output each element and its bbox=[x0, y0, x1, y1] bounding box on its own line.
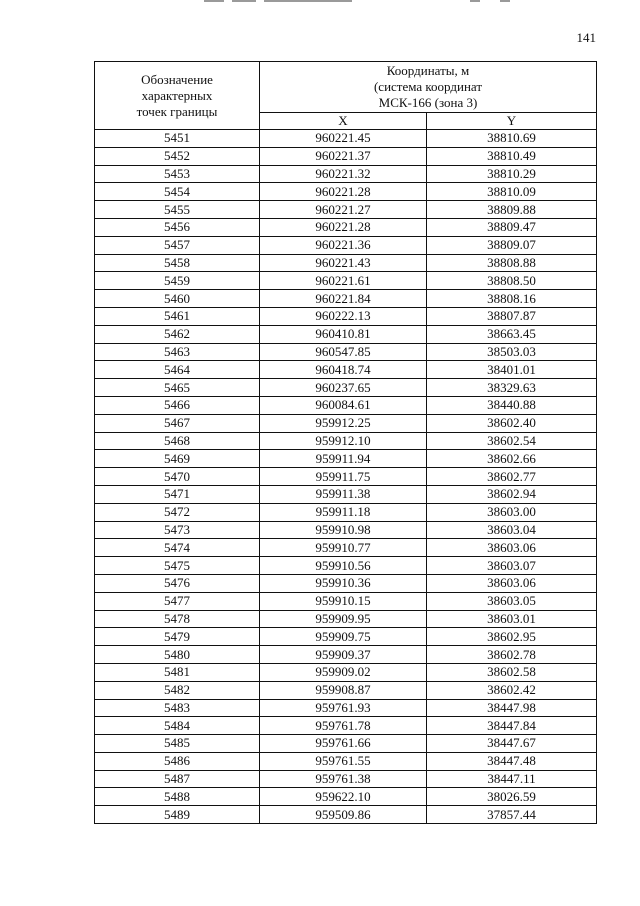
table-row bbox=[95, 361, 597, 379]
point-id-cell: 5456 bbox=[95, 218, 260, 236]
page-number: 141 bbox=[576, 30, 596, 45]
y-coordinate-cell: 38602.42 bbox=[427, 681, 597, 699]
point-id-cell: 5474 bbox=[95, 539, 260, 557]
point-id-cell: 5486 bbox=[95, 752, 260, 770]
point-id-cell: 5480 bbox=[95, 646, 260, 664]
y-coordinate-cell: 38603.06 bbox=[427, 574, 597, 592]
table-row bbox=[95, 343, 597, 361]
point-id-cell: 5476 bbox=[95, 574, 260, 592]
point-id-cell: 5454 bbox=[95, 183, 260, 201]
table-body bbox=[95, 130, 597, 824]
point-id-cell: 5461 bbox=[95, 307, 260, 325]
x-coordinate-cell: 960221.27 bbox=[260, 201, 427, 219]
x-coordinate-cell: 959761.78 bbox=[260, 717, 427, 735]
coordinates-column-header: Координаты, м (система координат МСК-166 (зона 3) bbox=[260, 62, 597, 113]
point-id-cell: 5453 bbox=[95, 165, 260, 183]
x-coordinate-cell: 960221.36 bbox=[260, 236, 427, 254]
table-row bbox=[95, 468, 597, 486]
coordinates-table bbox=[94, 61, 597, 824]
point-id-cell: 5458 bbox=[95, 254, 260, 272]
table-row bbox=[95, 414, 597, 432]
table-row bbox=[95, 539, 597, 557]
point-id-cell: 5462 bbox=[95, 325, 260, 343]
table-row bbox=[95, 735, 597, 753]
x-coordinate-cell: 959909.37 bbox=[260, 646, 427, 664]
table-row bbox=[95, 628, 597, 646]
x-coordinate-cell: 960084.61 bbox=[260, 396, 427, 414]
y-coordinate-cell: 38809.88 bbox=[427, 201, 597, 219]
x-coordinate-cell: 960237.65 bbox=[260, 379, 427, 397]
table-row bbox=[95, 806, 597, 824]
table-row bbox=[95, 165, 597, 183]
y-coordinate-cell: 38808.16 bbox=[427, 290, 597, 308]
table-row bbox=[95, 521, 597, 539]
x-coordinate-cell: 959912.10 bbox=[260, 432, 427, 450]
y-coordinate-cell: 38602.58 bbox=[427, 663, 597, 681]
table-row bbox=[95, 646, 597, 664]
x-coordinate-cell: 960221.32 bbox=[260, 165, 427, 183]
point-id-cell: 5466 bbox=[95, 396, 260, 414]
y-coordinate-cell: 38810.69 bbox=[427, 130, 597, 148]
table-row bbox=[95, 663, 597, 681]
x-coordinate-cell: 959911.18 bbox=[260, 503, 427, 521]
point-id-cell: 5464 bbox=[95, 361, 260, 379]
table-row bbox=[95, 325, 597, 343]
x-coordinate-cell: 960418.74 bbox=[260, 361, 427, 379]
point-id-cell: 5472 bbox=[95, 503, 260, 521]
y-coordinate-cell: 38026.59 bbox=[427, 788, 597, 806]
y-coordinate-cell: 38603.05 bbox=[427, 592, 597, 610]
x-coordinate-cell: 959911.38 bbox=[260, 485, 427, 503]
table-row bbox=[95, 681, 597, 699]
y-coordinate-cell: 38603.07 bbox=[427, 557, 597, 575]
point-id-cell: 5478 bbox=[95, 610, 260, 628]
point-id-cell: 5484 bbox=[95, 717, 260, 735]
y-coordinate-cell: 38602.54 bbox=[427, 432, 597, 450]
point-id-cell: 5459 bbox=[95, 272, 260, 290]
x-coordinate-cell: 959761.93 bbox=[260, 699, 427, 717]
x-coordinate-cell: 960221.28 bbox=[260, 218, 427, 236]
x-column-header: X bbox=[260, 113, 427, 130]
y-coordinate-cell: 38447.11 bbox=[427, 770, 597, 788]
point-id-cell: 5479 bbox=[95, 628, 260, 646]
x-coordinate-cell: 959910.36 bbox=[260, 574, 427, 592]
table-row bbox=[95, 752, 597, 770]
y-coordinate-cell: 38807.87 bbox=[427, 307, 597, 325]
point-id-cell: 5455 bbox=[95, 201, 260, 219]
table-row bbox=[95, 432, 597, 450]
table-row bbox=[95, 699, 597, 717]
point-id-cell: 5471 bbox=[95, 485, 260, 503]
point-id-cell: 5481 bbox=[95, 663, 260, 681]
table-row bbox=[95, 130, 597, 148]
x-coordinate-cell: 960547.85 bbox=[260, 343, 427, 361]
x-coordinate-cell: 960222.13 bbox=[260, 307, 427, 325]
x-coordinate-cell: 959910.15 bbox=[260, 592, 427, 610]
point-id-cell: 5451 bbox=[95, 130, 260, 148]
x-coordinate-cell: 959909.02 bbox=[260, 663, 427, 681]
y-coordinate-cell: 38603.01 bbox=[427, 610, 597, 628]
table-row bbox=[95, 770, 597, 788]
y-coordinate-cell: 38603.04 bbox=[427, 521, 597, 539]
y-coordinate-cell: 38602.78 bbox=[427, 646, 597, 664]
top-scan-marks bbox=[0, 0, 640, 4]
table-row bbox=[95, 592, 597, 610]
y-coordinate-cell: 38810.09 bbox=[427, 183, 597, 201]
point-id-cell: 5467 bbox=[95, 414, 260, 432]
x-coordinate-cell: 959910.77 bbox=[260, 539, 427, 557]
point-id-cell: 5475 bbox=[95, 557, 260, 575]
table-row bbox=[95, 290, 597, 308]
table-row bbox=[95, 254, 597, 272]
x-coordinate-cell: 959509.86 bbox=[260, 806, 427, 824]
x-coordinate-cell: 960221.43 bbox=[260, 254, 427, 272]
point-id-cell: 5460 bbox=[95, 290, 260, 308]
y-coordinate-cell: 38602.95 bbox=[427, 628, 597, 646]
point-id-cell: 5452 bbox=[95, 147, 260, 165]
point-id-cell: 5465 bbox=[95, 379, 260, 397]
y-coordinate-cell: 38810.49 bbox=[427, 147, 597, 165]
y-coordinate-cell: 38808.50 bbox=[427, 272, 597, 290]
point-id-cell: 5482 bbox=[95, 681, 260, 699]
y-coordinate-cell: 37857.44 bbox=[427, 806, 597, 824]
y-coordinate-cell: 38602.40 bbox=[427, 414, 597, 432]
y-coordinate-cell: 38447.84 bbox=[427, 717, 597, 735]
table-row bbox=[95, 147, 597, 165]
point-column-header: Обозначение характерных точек границы bbox=[95, 62, 260, 130]
table-row bbox=[95, 610, 597, 628]
x-coordinate-cell: 959761.66 bbox=[260, 735, 427, 753]
table-row bbox=[95, 574, 597, 592]
point-id-cell: 5473 bbox=[95, 521, 260, 539]
point-id-cell: 5485 bbox=[95, 735, 260, 753]
x-coordinate-cell: 959910.98 bbox=[260, 521, 427, 539]
x-coordinate-cell: 959761.38 bbox=[260, 770, 427, 788]
table-row bbox=[95, 396, 597, 414]
point-id-cell: 5477 bbox=[95, 592, 260, 610]
x-coordinate-cell: 960221.61 bbox=[260, 272, 427, 290]
y-coordinate-cell: 38603.00 bbox=[427, 503, 597, 521]
x-coordinate-cell: 960221.37 bbox=[260, 147, 427, 165]
x-coordinate-cell: 959911.94 bbox=[260, 450, 427, 468]
x-coordinate-cell: 959622.10 bbox=[260, 788, 427, 806]
y-coordinate-cell: 38447.98 bbox=[427, 699, 597, 717]
x-coordinate-cell: 960410.81 bbox=[260, 325, 427, 343]
point-id-cell: 5468 bbox=[95, 432, 260, 450]
y-coordinate-cell: 38809.07 bbox=[427, 236, 597, 254]
y-coordinate-cell: 38503.03 bbox=[427, 343, 597, 361]
y-coordinate-cell: 38603.06 bbox=[427, 539, 597, 557]
x-coordinate-cell: 959911.75 bbox=[260, 468, 427, 486]
y-coordinate-cell: 38602.77 bbox=[427, 468, 597, 486]
x-coordinate-cell: 959908.87 bbox=[260, 681, 427, 699]
point-id-cell: 5483 bbox=[95, 699, 260, 717]
table-row bbox=[95, 450, 597, 468]
point-id-cell: 5457 bbox=[95, 236, 260, 254]
point-id-cell: 5489 bbox=[95, 806, 260, 824]
table-row bbox=[95, 183, 597, 201]
y-column-header: Y bbox=[427, 113, 597, 130]
x-coordinate-cell: 959912.25 bbox=[260, 414, 427, 432]
y-coordinate-cell: 38329.63 bbox=[427, 379, 597, 397]
table-row bbox=[95, 218, 597, 236]
y-coordinate-cell: 38809.47 bbox=[427, 218, 597, 236]
point-id-cell: 5487 bbox=[95, 770, 260, 788]
table-row bbox=[95, 236, 597, 254]
y-coordinate-cell: 38440.88 bbox=[427, 396, 597, 414]
y-coordinate-cell: 38602.94 bbox=[427, 485, 597, 503]
table-row bbox=[95, 307, 597, 325]
y-coordinate-cell: 38401.01 bbox=[427, 361, 597, 379]
y-coordinate-cell: 38663.45 bbox=[427, 325, 597, 343]
y-coordinate-cell: 38447.67 bbox=[427, 735, 597, 753]
x-coordinate-cell: 959910.56 bbox=[260, 557, 427, 575]
x-coordinate-cell: 960221.45 bbox=[260, 130, 427, 148]
point-id-cell: 5470 bbox=[95, 468, 260, 486]
table-row bbox=[95, 788, 597, 806]
table-row bbox=[95, 379, 597, 397]
y-coordinate-cell: 38810.29 bbox=[427, 165, 597, 183]
point-id-cell: 5488 bbox=[95, 788, 260, 806]
y-coordinate-cell: 38447.48 bbox=[427, 752, 597, 770]
x-coordinate-cell: 959761.55 bbox=[260, 752, 427, 770]
y-coordinate-cell: 38808.88 bbox=[427, 254, 597, 272]
table-row bbox=[95, 201, 597, 219]
point-id-cell: 5463 bbox=[95, 343, 260, 361]
x-coordinate-cell: 960221.84 bbox=[260, 290, 427, 308]
point-id-cell: 5469 bbox=[95, 450, 260, 468]
table-row bbox=[95, 717, 597, 735]
table-row bbox=[95, 272, 597, 290]
table-row bbox=[95, 557, 597, 575]
y-coordinate-cell: 38602.66 bbox=[427, 450, 597, 468]
x-coordinate-cell: 960221.28 bbox=[260, 183, 427, 201]
x-coordinate-cell: 959909.95 bbox=[260, 610, 427, 628]
x-coordinate-cell: 959909.75 bbox=[260, 628, 427, 646]
table-row bbox=[95, 503, 597, 521]
table-row bbox=[95, 485, 597, 503]
